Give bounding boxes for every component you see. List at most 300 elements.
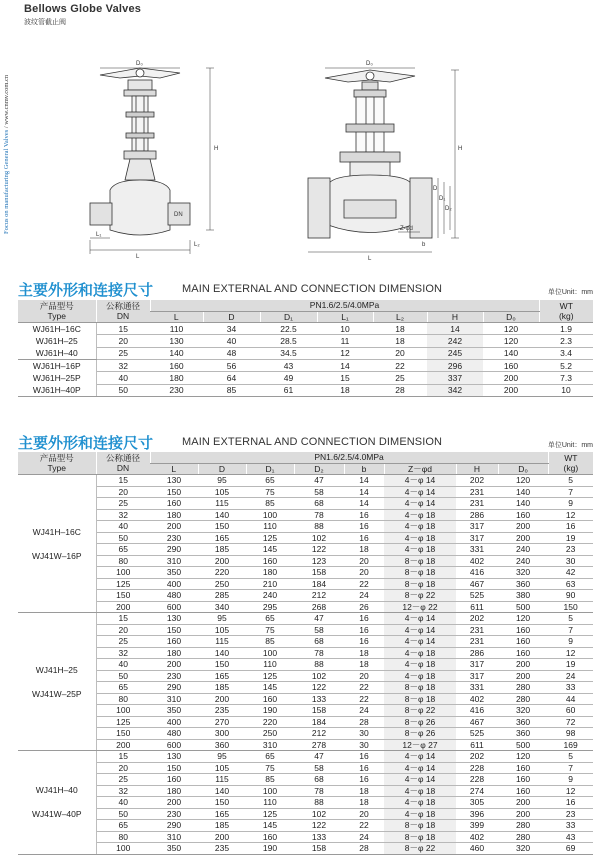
weight-cell: 69 [548, 843, 593, 855]
table-cell: 30 [344, 739, 384, 751]
table-cell: 25 [373, 372, 427, 384]
label-b: b [422, 242, 426, 248]
table-row [18, 716, 593, 728]
table-cell: 185 [198, 682, 246, 694]
table-cell: 202 [456, 613, 498, 625]
dn-cell: 15 [96, 751, 150, 763]
header-dn: 公称通径 DN [96, 452, 150, 475]
table-cell: 105 [198, 762, 246, 774]
weight-cell: 169 [548, 739, 593, 751]
table-cell: 235 [198, 843, 246, 855]
dn-cell: 32 [96, 360, 150, 372]
table-cell: 200 [198, 831, 246, 843]
table-cell: 8－φ 26 [384, 716, 456, 728]
table-row [18, 372, 593, 384]
table-cell: 230 [150, 670, 198, 682]
table-cell: 320 [498, 705, 548, 717]
table-cell: 4－φ 18 [384, 509, 456, 521]
section2-title-en: MAIN EXTERNAL AND CONNECTION DIMENSION [182, 436, 443, 448]
table-cell: 12 [317, 347, 373, 359]
table-cell: 120 [498, 613, 548, 625]
table-cell: 14 [427, 323, 483, 335]
table-cell: 4－φ 18 [384, 544, 456, 556]
table-cell: 110 [150, 323, 203, 335]
table-cell: 20 [373, 347, 427, 359]
table-cell: 500 [498, 739, 548, 751]
dn-cell: 20 [96, 335, 150, 347]
table-cell: 200 [150, 521, 198, 533]
table-cell: 85 [246, 498, 294, 510]
table-cell: 18 [373, 335, 427, 347]
table-cell: 460 [456, 843, 498, 855]
label-h: H [214, 146, 219, 152]
model-cell [18, 323, 96, 360]
table-cell: 22.5 [260, 323, 317, 335]
table-cell: 160 [498, 647, 548, 659]
table-cell: 18 [344, 659, 384, 671]
table-cell: 200 [483, 372, 539, 384]
table-cell: 160 [498, 774, 548, 786]
table-cell: 350 [150, 705, 198, 717]
table-cell: 320 [498, 843, 548, 855]
table-cell: 88 [294, 797, 344, 809]
table-cell: 242 [427, 335, 483, 347]
table-cell: 4－φ 18 [384, 532, 456, 544]
label-l2: L₂ [194, 242, 200, 248]
dn-cell: 80 [96, 693, 150, 705]
table-cell: 20 [344, 555, 384, 567]
table-cell: 4－φ 14 [384, 498, 456, 510]
table-cell: 14 [344, 498, 384, 510]
table-cell: 16 [344, 509, 384, 521]
table-cell: 14 [317, 360, 373, 372]
table-cell: 145 [246, 544, 294, 556]
section1-heading [18, 279, 593, 301]
weight-cell: 3.4 [539, 347, 593, 359]
dn-cell: 100 [96, 567, 150, 579]
header-dn: 公称通径 DN [96, 300, 150, 323]
table-cell: 58 [294, 624, 344, 636]
dn-cell: 40 [96, 797, 150, 809]
table-cell: 231 [456, 498, 498, 510]
table-cell: 525 [456, 728, 498, 740]
table-cell: 268 [294, 601, 344, 613]
table-cell: 150 [198, 659, 246, 671]
table-cell: 396 [456, 808, 498, 820]
model-name: WJ41W–25P [31, 688, 82, 699]
col-D1: D₁ [260, 311, 317, 323]
table-cell: 78 [294, 509, 344, 521]
label-l: L [136, 254, 140, 260]
table-cell: 160 [498, 762, 548, 774]
table-cell: 78 [294, 785, 344, 797]
table-cell: 158 [294, 567, 344, 579]
table-cell: 95 [198, 751, 246, 763]
page-subtitle: 波纹管截止阀 [24, 19, 66, 26]
weight-cell: 90 [548, 590, 593, 602]
table-cell: 399 [456, 820, 498, 832]
table2-header-row-1 [18, 452, 593, 463]
weight-cell: 7 [548, 624, 593, 636]
table-cell: 331 [456, 544, 498, 556]
label-dn: DN [174, 212, 183, 218]
table-cell: 200 [498, 521, 548, 533]
table-cell: 78 [294, 647, 344, 659]
table-cell: 231 [456, 486, 498, 498]
table1-header-row-1 [18, 300, 593, 311]
table-cell: 8－φ 26 [384, 728, 456, 740]
label-h-right: H [458, 146, 463, 152]
table-row [18, 555, 593, 567]
table-cell: 402 [456, 693, 498, 705]
table-cell: 18 [344, 647, 384, 659]
table-cell: 200 [150, 797, 198, 809]
table-row [18, 567, 593, 579]
header-model: 产品型号 Type [18, 452, 96, 475]
sidebar-slogan: Focus on manufacturing General Valves [3, 129, 10, 234]
table-cell: 140 [498, 498, 548, 510]
table-cell: 600 [150, 739, 198, 751]
table-cell: 250 [246, 728, 294, 740]
table-cell: 68 [294, 774, 344, 786]
table-cell: 58 [294, 486, 344, 498]
table-cell: 47 [294, 751, 344, 763]
dn-cell: 150 [96, 728, 150, 740]
weight-cell: 30 [548, 555, 593, 567]
dn-cell: 40 [96, 372, 150, 384]
table-cell: 16 [344, 613, 384, 625]
table-cell: 184 [294, 716, 344, 728]
dn-cell: 80 [96, 831, 150, 843]
table-cell: 286 [456, 509, 498, 521]
table-cell: 231 [456, 624, 498, 636]
table-cell: 140 [198, 509, 246, 521]
dn-cell: 50 [96, 670, 150, 682]
weight-cell: 23 [548, 808, 593, 820]
table-cell: 28.5 [260, 335, 317, 347]
table-cell: 160 [498, 785, 548, 797]
weight-cell: 5 [548, 613, 593, 625]
dn-cell: 65 [96, 544, 150, 556]
dn-cell: 150 [96, 590, 150, 602]
table-cell: 18 [344, 785, 384, 797]
table-cell: 105 [198, 624, 246, 636]
table-cell: 16 [344, 521, 384, 533]
dn-cell: 32 [96, 785, 150, 797]
weight-cell: 12 [548, 785, 593, 797]
weight-cell: 7 [548, 486, 593, 498]
table-cell: 8－φ 22 [384, 705, 456, 717]
table-cell: 88 [294, 659, 344, 671]
table-row [18, 486, 593, 498]
table-cell: 22 [344, 682, 384, 694]
table-cell: 8－φ 18 [384, 831, 456, 843]
table-cell: 200 [198, 693, 246, 705]
table-cell: 4－φ 18 [384, 659, 456, 671]
table-cell: 140 [198, 785, 246, 797]
table-row [18, 682, 593, 694]
dn-cell: 200 [96, 601, 150, 613]
table-cell: 8－φ 18 [384, 820, 456, 832]
table-row [18, 532, 593, 544]
table-row [18, 601, 593, 613]
table-cell: 295 [246, 601, 294, 613]
table-cell: 22 [344, 578, 384, 590]
table-cell: 122 [294, 544, 344, 556]
weight-cell: 1.9 [539, 323, 593, 335]
dn-cell: 65 [96, 682, 150, 694]
table-cell: 40 [203, 335, 260, 347]
table-cell: 49 [260, 372, 317, 384]
table-cell: 270 [198, 716, 246, 728]
table-cell: 360 [498, 716, 548, 728]
table-cell: 8－φ 18 [384, 693, 456, 705]
dn-cell: 15 [96, 613, 150, 625]
dn-cell: 15 [96, 475, 150, 487]
table-cell: 14 [344, 486, 384, 498]
table-cell: 56 [203, 360, 260, 372]
weight-cell: 24 [548, 670, 593, 682]
table-cell: 16 [344, 762, 384, 774]
table-row [18, 728, 593, 740]
table-row [18, 360, 593, 372]
table-cell: 286 [456, 647, 498, 659]
table-cell: 8－φ 18 [384, 578, 456, 590]
table-cell: 416 [456, 705, 498, 717]
table-cell: 320 [498, 567, 548, 579]
table-row [18, 774, 593, 786]
col-D0: D₀ [498, 463, 548, 475]
dn-cell: 100 [96, 843, 150, 855]
table-cell: 130 [150, 475, 198, 487]
table-cell: 95 [198, 475, 246, 487]
weight-cell: 19 [548, 659, 593, 671]
table-cell: 16 [344, 532, 384, 544]
table-cell: 102 [294, 532, 344, 544]
table-cell: 350 [150, 843, 198, 855]
table-cell: 467 [456, 578, 498, 590]
table-row [18, 670, 593, 682]
model-cell [18, 475, 96, 613]
table-cell: 16 [344, 751, 384, 763]
table-cell: 185 [198, 820, 246, 832]
table-cell: 317 [456, 670, 498, 682]
table-cell: 140 [150, 347, 203, 359]
col-H: H [456, 463, 498, 475]
label-l1: L₁ [96, 232, 102, 238]
table-row [18, 509, 593, 521]
table-cell: 12－φ 27 [384, 739, 456, 751]
table2-body [18, 475, 593, 855]
table-cell: 230 [150, 384, 203, 396]
label-d2: D₂ [445, 206, 452, 212]
table-cell: 290 [150, 544, 198, 556]
label-d: D [433, 186, 438, 192]
section2-unit: 单位Unit：mm [547, 442, 593, 449]
table-cell: 110 [246, 797, 294, 809]
table-cell: 8－φ 22 [384, 590, 456, 602]
table-cell: 47 [294, 475, 344, 487]
table-cell: 611 [456, 739, 498, 751]
weight-cell: 60 [548, 705, 593, 717]
table-cell: 160 [150, 498, 198, 510]
model-cell [18, 613, 96, 751]
table-cell: 4－φ 18 [384, 808, 456, 820]
weight-cell: 19 [548, 532, 593, 544]
col-Z-phi-d: Z－φd [384, 463, 456, 475]
table-cell: 20 [344, 670, 384, 682]
col-b: b [344, 463, 384, 475]
section1-title-en: MAIN EXTERNAL AND CONNECTION DIMENSION [182, 283, 443, 295]
weight-cell: 7 [548, 762, 593, 774]
table-cell: 250 [198, 578, 246, 590]
table-cell: 360 [198, 739, 246, 751]
dn-cell: 50 [96, 532, 150, 544]
header-model: 产品型号 Type [18, 300, 96, 323]
table-cell: 400 [150, 578, 198, 590]
table-cell: 100 [246, 785, 294, 797]
table-cell: 102 [294, 808, 344, 820]
dn-cell: 25 [96, 774, 150, 786]
dn-cell: 32 [96, 647, 150, 659]
header-wt: WT (kg) [548, 452, 593, 475]
label-z: Z-φd [400, 226, 413, 232]
table-cell: 122 [294, 682, 344, 694]
dn-cell: 20 [96, 624, 150, 636]
table-cell: 4－φ 18 [384, 647, 456, 659]
left-valve-illustration [90, 68, 214, 254]
table-cell: 285 [198, 590, 246, 602]
dimension-table-1 [18, 300, 593, 397]
table-cell: 150 [198, 521, 246, 533]
model-name: WJ61H–40 [35, 348, 78, 358]
table-cell: 28 [373, 384, 427, 396]
table-cell: 22 [344, 693, 384, 705]
table-cell: 88 [294, 521, 344, 533]
weight-cell: 9 [548, 774, 593, 786]
table-row [18, 693, 593, 705]
sidebar-text [1, 4, 13, 234]
table-cell: 160 [150, 360, 203, 372]
table-cell: 340 [198, 601, 246, 613]
table-cell: 400 [150, 716, 198, 728]
table-cell: 160 [498, 509, 548, 521]
table-cell: 24 [344, 831, 384, 843]
table-cell: 165 [198, 670, 246, 682]
table-cell: 133 [294, 831, 344, 843]
table-cell: 125 [246, 532, 294, 544]
table-cell: 120 [498, 751, 548, 763]
table-cell: 160 [498, 624, 548, 636]
table-cell: 360 [498, 578, 548, 590]
table-cell: 200 [150, 659, 198, 671]
table-cell: 43 [260, 360, 317, 372]
table-cell: 4－φ 14 [384, 475, 456, 487]
table-cell: 180 [150, 647, 198, 659]
table-cell: 160 [498, 636, 548, 648]
table-cell: 240 [498, 555, 548, 567]
weight-cell: 72 [548, 716, 593, 728]
table-cell: 228 [456, 762, 498, 774]
weight-cell: 150 [548, 601, 593, 613]
table-cell: 30 [344, 728, 384, 740]
sidebar-separator: / [3, 126, 10, 129]
table-row [18, 347, 593, 359]
table-cell: 4－φ 14 [384, 613, 456, 625]
table-cell: 18 [317, 384, 373, 396]
table-cell: 20 [344, 808, 384, 820]
table-cell: 75 [246, 762, 294, 774]
table-cell: 165 [198, 808, 246, 820]
table-cell: 402 [456, 555, 498, 567]
table-cell: 68 [294, 498, 344, 510]
table-cell: 75 [246, 624, 294, 636]
table-cell: 130 [150, 751, 198, 763]
table-cell: 190 [246, 843, 294, 855]
table-cell: 200 [198, 555, 246, 567]
table-cell: 140 [498, 486, 548, 498]
table-cell: 115 [198, 636, 246, 648]
dimension-table-2 [18, 452, 593, 855]
table-cell: 245 [427, 347, 483, 359]
table-cell: 34.5 [260, 347, 317, 359]
dn-cell: 25 [96, 498, 150, 510]
table-cell: 68 [294, 636, 344, 648]
table-cell: 278 [294, 739, 344, 751]
table-cell: 180 [246, 567, 294, 579]
table-cell: 4－φ 14 [384, 636, 456, 648]
table-cell: 58 [294, 762, 344, 774]
section1-title-cn: 主要外形和连接尺寸 [18, 282, 154, 299]
table-cell: 4－φ 18 [384, 785, 456, 797]
table-row [18, 797, 593, 809]
table-cell: 228 [456, 774, 498, 786]
model-name: WJ61H–40P [32, 385, 81, 395]
table-cell: 310 [246, 739, 294, 751]
table-row [18, 751, 593, 763]
table-row [18, 590, 593, 602]
table-cell: 202 [456, 751, 498, 763]
table-cell: 342 [427, 384, 483, 396]
table-cell: 500 [498, 601, 548, 613]
table-cell: 160 [246, 555, 294, 567]
valve-drawing [70, 40, 480, 260]
col-L: L [150, 311, 203, 323]
col-D: D [203, 311, 260, 323]
col-L: L [150, 463, 198, 475]
table-cell: 145 [246, 820, 294, 832]
table-cell: 120 [483, 335, 539, 347]
header-wt: WT (kg) [539, 300, 593, 323]
model-name: WJ61H–16P [32, 361, 81, 371]
table-cell: 102 [294, 670, 344, 682]
table-cell: 4－φ 14 [384, 624, 456, 636]
table-cell: 212 [294, 590, 344, 602]
table-cell: 290 [150, 682, 198, 694]
col-D0: D₀ [483, 311, 539, 323]
table-row [18, 323, 593, 335]
table-cell: 85 [246, 774, 294, 786]
dn-cell: 25 [96, 636, 150, 648]
table-row [18, 475, 593, 487]
table-cell: 467 [456, 716, 498, 728]
table-cell: 4－φ 14 [384, 486, 456, 498]
sidebar-url: www.cnmv.com.cn [3, 74, 10, 125]
table-cell: 158 [294, 705, 344, 717]
table-cell: 22 [373, 360, 427, 372]
model-name: WJ61H–25P [32, 373, 81, 383]
table-cell: 230 [150, 808, 198, 820]
